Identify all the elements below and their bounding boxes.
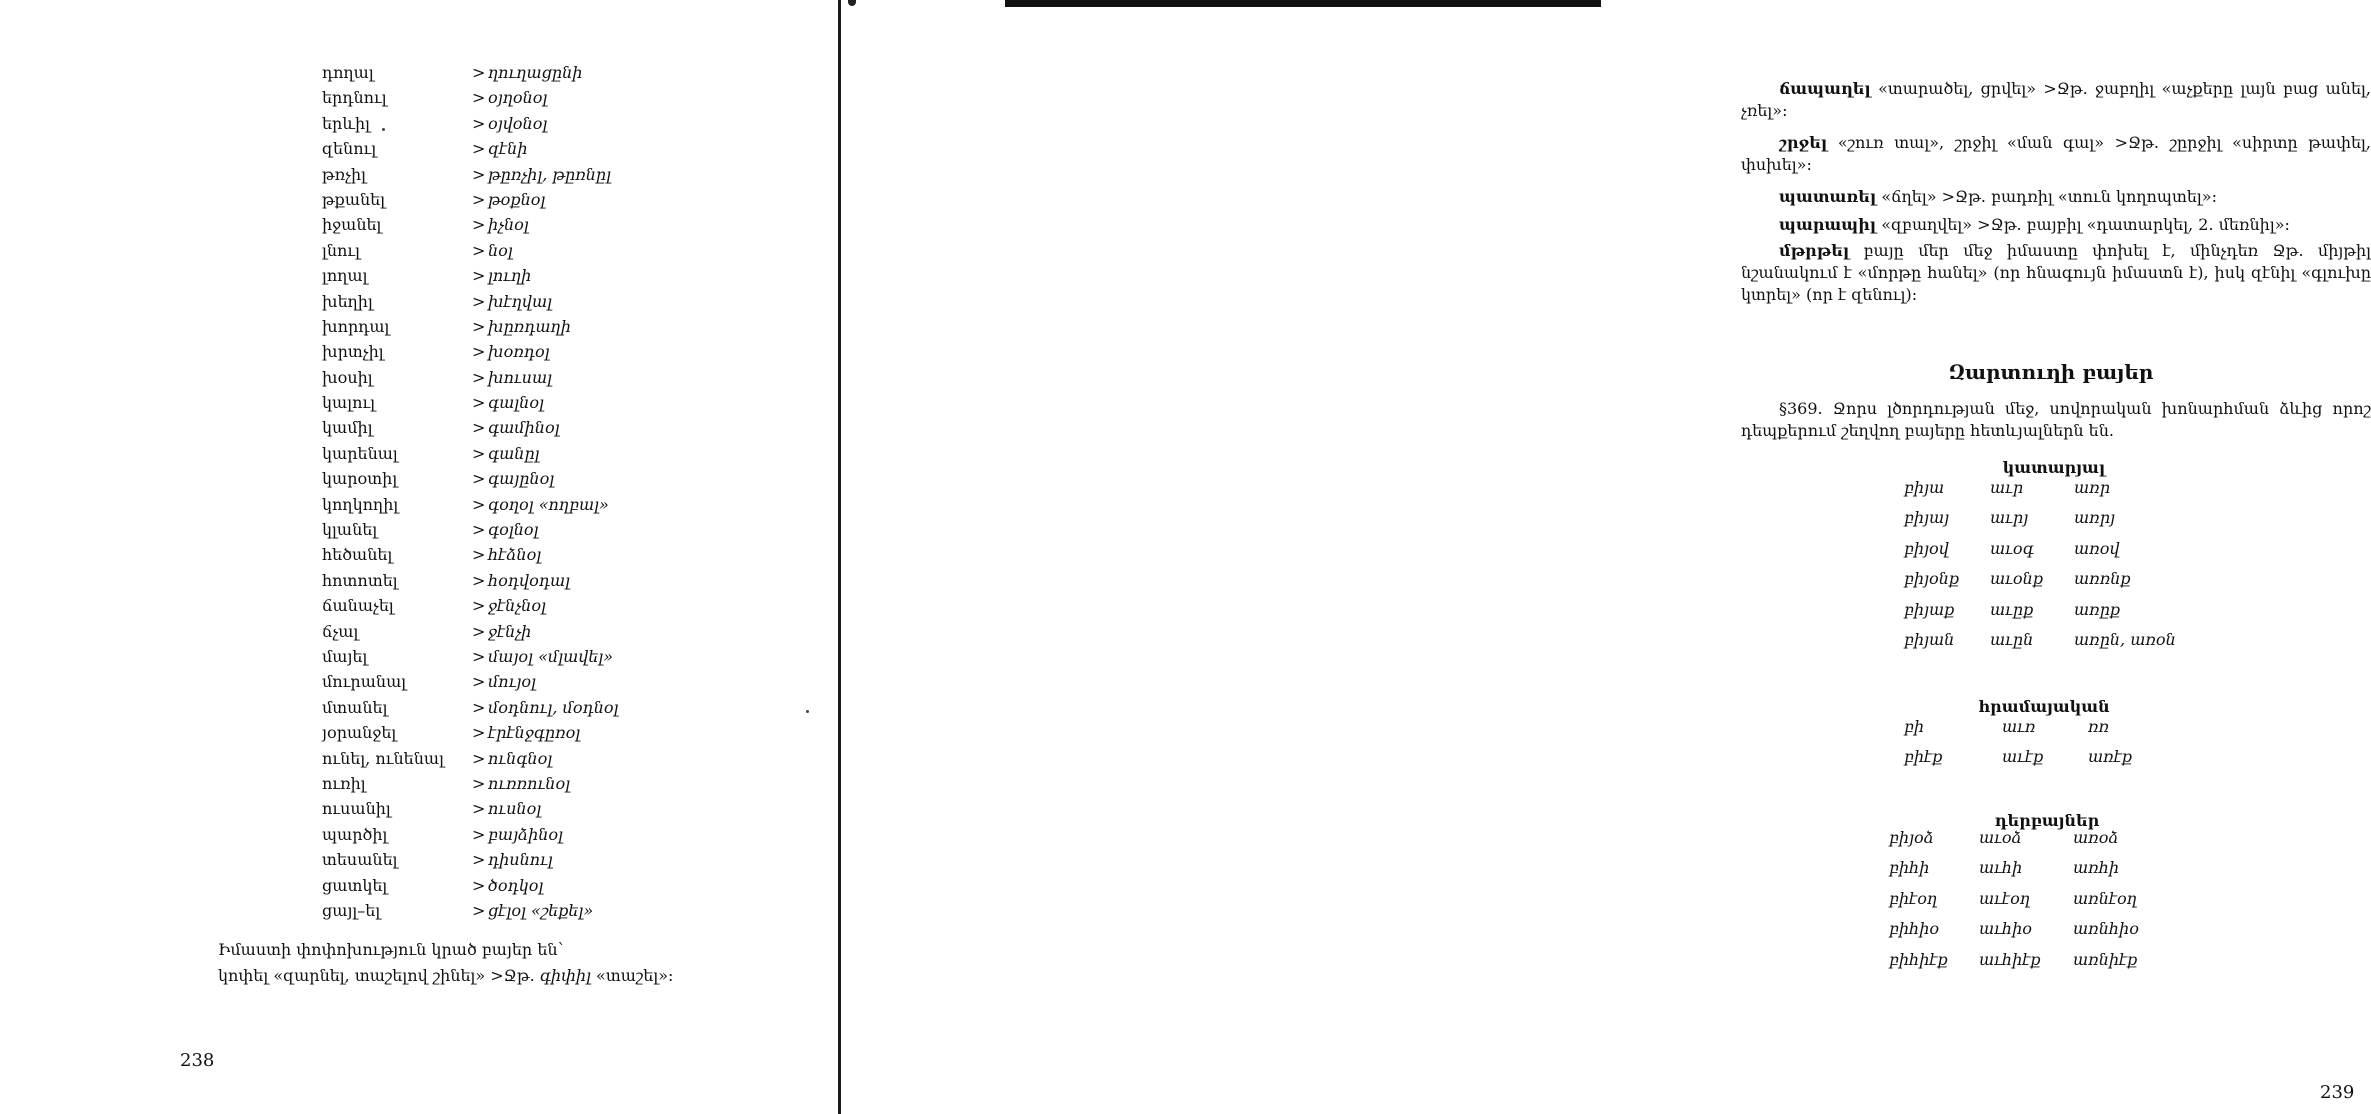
- derivation-arrow: >: [472, 596, 486, 616]
- classical-form: ճանաչել: [322, 596, 394, 616]
- section-paragraph: §369. Ջորս լծորդության մեջ, սովորական խոնարհման ձևից որոշ դեպքերում շեղվող բայերը հետևյալներն են.: [1741, 399, 2371, 440]
- classical-form: յօրանջել: [322, 723, 397, 743]
- form-cell: բիհիէք: [1889, 949, 1948, 969]
- dialect-form: գայընօլ: [488, 469, 555, 489]
- form-cell: աւօձ: [1979, 828, 2022, 847]
- paragraph-text: բայը մեր մեջ իմաստը փոխել է, մինչդեռ Ջթ. միյթիլ նշանակում է «մորթը հանել» (որ հնագույն իմաստն է), իսկ զէնիլ «գլուխը կտրել» (որ է զենուլ):: [1741, 241, 2371, 304]
- classical-form: ցայլ–ել: [322, 900, 381, 920]
- word-list-row: [322, 593, 792, 618]
- page-number-left: 238: [180, 1050, 215, 1071]
- derivation-arrow: >: [472, 850, 486, 870]
- classical-form: ուսանիլ: [322, 799, 391, 819]
- paragraph-text: «զբաղվել» >Ջթ. բայբիլ «դատարկել, 2. մեռնիլ»:: [1881, 215, 2290, 234]
- form-cell: աւհի: [1979, 858, 2023, 878]
- classical-form: խրտչիլ: [322, 342, 384, 362]
- form-cell: աւհիէք: [1979, 949, 2041, 969]
- form-cell: աւրյ: [1990, 508, 2029, 528]
- derivation-arrow: >: [472, 88, 486, 108]
- derivation-arrow: >: [472, 545, 486, 565]
- derivation-arrow: >: [472, 189, 486, 209]
- dialect-form: մույօլ: [488, 672, 536, 692]
- dialect-form: զէնի: [488, 139, 528, 159]
- right-paragraph: [1741, 132, 2371, 176]
- left-paragraph-intro: Իմաստի փոփոխություն կրած բայեր են՝: [218, 940, 564, 959]
- classical-form: երևիլ: [322, 113, 370, 133]
- classical-form: կամիլ: [322, 418, 373, 438]
- table-heading-participles: դերբայներ: [1994, 811, 2100, 830]
- classical-form: խեղիլ: [322, 291, 373, 311]
- derivation-arrow: >: [472, 291, 486, 311]
- word-list-row: [322, 187, 792, 212]
- form-cell: աւօգ: [1990, 538, 2034, 558]
- word-list-row: [322, 619, 792, 644]
- dialect-form: խօռդօլ: [488, 342, 550, 362]
- word-list-row: [322, 314, 792, 339]
- word-list: [322, 60, 792, 923]
- word-list-row: [322, 492, 792, 517]
- word-list-row: [322, 746, 792, 771]
- derivation-arrow: >: [472, 824, 486, 844]
- form-cell: առրյ: [2074, 508, 2115, 528]
- word-list-row: [322, 111, 792, 136]
- derivation-arrow: >: [472, 240, 486, 260]
- form-cell: ռռ: [2088, 717, 2110, 736]
- derivation-arrow: >: [472, 520, 486, 540]
- paragraph-text: «շուռ տալ», շրջիլ «ման գալ» >Ջթ. շըրջիլ «սիրտը թափել, փսխել»:: [1741, 133, 2371, 174]
- classical-form: հեծանել: [322, 545, 393, 565]
- form-cell: բիյա: [1904, 478, 1945, 497]
- left-paragraph-example: [218, 966, 673, 985]
- word-list-row: [322, 542, 792, 567]
- classical-form: մտանել: [322, 697, 388, 717]
- word-list-row: [322, 771, 792, 796]
- derivation-arrow: >: [472, 773, 486, 793]
- word-list-row: [322, 136, 792, 161]
- dialect-form: էրէնջգըռօլ: [488, 723, 581, 743]
- form-cell: բիհի: [1889, 858, 1930, 878]
- dialect-form: գանըլ: [488, 443, 540, 463]
- dialect-form: ծօդկօլ: [488, 875, 544, 895]
- form-cell: բիյաք: [1904, 599, 1955, 619]
- form-cell: բիհիօ: [1889, 919, 1940, 939]
- classical-form: ուռիլ: [322, 773, 366, 793]
- dialect-form: թօքնօլ: [488, 189, 546, 209]
- word-list-row: [322, 238, 792, 263]
- word-list-row: [322, 441, 792, 466]
- derivation-arrow: >: [472, 697, 486, 717]
- derivation-arrow: >: [472, 723, 486, 743]
- paragraph-headword: պարապիլ: [1779, 215, 1877, 234]
- form-cell: առնհիօ: [2073, 919, 2139, 939]
- right-paragraph: [1741, 78, 2371, 122]
- dialect-form: գալնօլ: [488, 393, 544, 413]
- form-cell: առռնք: [2074, 569, 2131, 589]
- word-list-row: [322, 263, 792, 288]
- word-list-row: [322, 898, 792, 923]
- paragraph-text: «ճղել» >Ջթ. բադռիլ «տուն կողոպտել»:: [1881, 187, 2217, 206]
- dialect-form: մօդնուլ, մօդնօլ: [488, 697, 619, 717]
- classical-form: ճչալ: [322, 621, 359, 641]
- form-cell: առէք: [2088, 747, 2133, 767]
- derivation-arrow: >: [472, 418, 486, 438]
- form-cell: առնէօղ: [2073, 888, 2137, 908]
- form-cell: առնիէք: [2073, 949, 2138, 969]
- right-paragraph: [1741, 186, 2371, 208]
- dialect-form: թըռչիլ, թըռնըլ: [488, 164, 611, 184]
- paragraph-headword: շրջել: [1779, 133, 1828, 152]
- word-list-row: [322, 365, 792, 390]
- section-title: Զարտուղի բայեր: [1948, 360, 2154, 384]
- derivation-arrow: >: [472, 570, 486, 590]
- form-cell: բիյան: [1904, 629, 1955, 649]
- table-heading-imperative: հրամայական: [1978, 697, 2110, 716]
- derivation-arrow: >: [472, 443, 486, 463]
- classical-form: հոտոտել: [322, 570, 398, 590]
- derivation-arrow: >: [472, 215, 486, 235]
- form-cell: բիյօվ: [1904, 538, 1949, 558]
- word-list-row: [322, 415, 792, 440]
- paragraph-headword: պատառել: [1779, 187, 1877, 206]
- dialect-form: հէձնօլ: [488, 545, 542, 565]
- classical-form: կլանել: [322, 520, 378, 540]
- form-cell: առհի: [2073, 858, 2120, 878]
- form-cell: առօվ: [2074, 538, 2120, 558]
- derivation-arrow: >: [472, 316, 486, 336]
- derivation-arrow: >: [472, 342, 486, 362]
- word-list-row: [322, 289, 792, 314]
- form-cell: աւէք: [2002, 747, 2044, 767]
- classical-form: ունել, ունենալ: [322, 748, 444, 768]
- classical-form: մայել: [322, 646, 368, 666]
- right-paragraph: [1741, 240, 2371, 306]
- right-paragraph: [1741, 214, 2371, 236]
- form-cell: բիյօձ: [1889, 828, 1934, 847]
- form-cell: բիէօղ: [1889, 888, 1938, 908]
- dialect-form: ջէնչի: [488, 621, 532, 641]
- dialect-form: ցէլօլ «շեքել»: [488, 900, 594, 920]
- classical-form: խորդալ: [322, 316, 390, 336]
- form-cell: աւր: [1990, 478, 2024, 497]
- classical-form: կարենալ: [322, 443, 398, 463]
- paragraph-headword: ճապաղել: [1779, 79, 1871, 98]
- dialect-form: ղուղացընի: [488, 63, 583, 82]
- word-list-row: [322, 822, 792, 847]
- derivation-arrow: >: [472, 646, 486, 666]
- dialect-form: գամինօլ: [488, 418, 560, 438]
- classical-form: ցատկել: [322, 875, 388, 895]
- word-list-row: [322, 669, 792, 694]
- word-list-row: [322, 568, 792, 593]
- form-cell: աւըք: [1990, 599, 2034, 619]
- word-list-row: [322, 720, 792, 745]
- derivation-arrow: >: [472, 63, 486, 82]
- dialect-form: խըռդաղի: [488, 316, 571, 336]
- derivation-arrow: >: [472, 393, 486, 413]
- classical-form: լնուլ: [322, 240, 361, 260]
- classical-form: մուրանալ: [322, 672, 407, 692]
- dialect-form: ունգնօլ: [488, 748, 553, 768]
- classical-form: կալուլ: [322, 393, 376, 413]
- form-cell: աւհիօ: [1979, 919, 2032, 939]
- example-italic: գիփիլ: [539, 966, 591, 985]
- form-cell: աւէօղ: [1979, 888, 2030, 908]
- classical-form: իջանել: [322, 215, 382, 235]
- word-list-row: [322, 390, 792, 415]
- form-cell: բի: [1904, 717, 1925, 736]
- word-list-row: [322, 847, 792, 872]
- derivation-arrow: >: [472, 494, 486, 514]
- word-list-row: [322, 212, 792, 237]
- dialect-form: իչնօլ: [488, 215, 529, 235]
- classical-form: տեսանել: [322, 850, 398, 870]
- page-number-right: 239: [2320, 1082, 2355, 1103]
- derivation-arrow: >: [472, 469, 486, 489]
- classical-form: կողկողիլ: [322, 494, 399, 514]
- form-cell: առօձ: [2073, 828, 2119, 847]
- derivation-arrow: >: [472, 621, 486, 641]
- dialect-form: գօղօլ «ողբալ»: [488, 494, 609, 514]
- word-list-row: [322, 85, 792, 110]
- form-cell: բիյայ: [1904, 508, 1950, 528]
- derivation-arrow: >: [472, 164, 486, 184]
- dialect-form: հօդվօդալ: [488, 570, 571, 590]
- dialect-form: ուռռունօլ: [488, 773, 571, 793]
- classical-form: դողալ: [322, 63, 374, 82]
- right-page: [846, 0, 2371, 1114]
- derivation-arrow: >: [472, 139, 486, 159]
- word-list-row: [322, 162, 792, 187]
- derivation-arrow: >: [472, 748, 486, 768]
- form-cell: առըք: [2074, 599, 2121, 619]
- derivation-arrow: >: [472, 367, 486, 387]
- dialect-form: նօլ: [488, 240, 513, 260]
- form-cell: բիյօնք: [1904, 569, 1960, 589]
- form-cell: առր: [2074, 478, 2110, 497]
- dialect-form: բայձինօլ: [488, 824, 564, 844]
- derivation-arrow: >: [472, 900, 486, 920]
- dialect-form: օյվօնօլ: [488, 113, 548, 133]
- word-list-row: [322, 339, 792, 364]
- word-list-row: [322, 466, 792, 491]
- form-cell: աւըն: [1990, 629, 2034, 649]
- word-list-row: [322, 796, 792, 821]
- derivation-arrow: >: [472, 875, 486, 895]
- classical-form: թքանել: [322, 189, 386, 209]
- word-list-row: [322, 695, 792, 720]
- dialect-form: գօլնօլ: [488, 520, 539, 540]
- left-page: [0, 0, 840, 1114]
- paragraph-text: «տարածել, ցրվել» >Ջթ. ջաբղիլ «աչքերը լայն բաց անել, չռել»:: [1741, 79, 2371, 120]
- classical-form: պարծիլ: [322, 824, 388, 844]
- classical-form: երդնուլ: [322, 88, 387, 108]
- word-list-row: [322, 60, 792, 85]
- word-list-row: [322, 644, 792, 669]
- dialect-form: դիսնուլ: [488, 850, 553, 870]
- dialect-form: լուղի: [488, 266, 532, 286]
- form-cell: աւռ: [2002, 717, 2036, 736]
- dialect-form: ուսնօլ: [488, 799, 542, 819]
- derivation-arrow: >: [472, 799, 486, 819]
- dialect-form: խուսալ: [488, 367, 553, 387]
- classical-form: զենուլ: [322, 139, 377, 159]
- form-cell: աւօնք: [1990, 569, 2044, 589]
- paragraph-headword: մթրթել: [1779, 241, 1850, 260]
- derivation-arrow: >: [472, 113, 486, 133]
- word-list-row: [322, 517, 792, 542]
- dialect-form: խէղվալ: [488, 291, 553, 311]
- table-heading-perfect: կատարյալ: [2002, 458, 2106, 477]
- classical-form: խօսիլ: [322, 367, 373, 387]
- form-cell: առըն, առօն: [2074, 629, 2176, 649]
- example-tail: «տաշել»:: [596, 966, 674, 985]
- classical-form: թռչիլ: [322, 164, 367, 184]
- derivation-arrow: >: [472, 266, 486, 286]
- derivation-arrow: >: [472, 672, 486, 692]
- form-cell: բիէք: [1904, 747, 1943, 767]
- example-lead: կոփել «զարնել, տաշելով շինել» >Ջթ.: [218, 966, 535, 985]
- dialect-form: օյղօնօլ: [488, 88, 548, 108]
- classical-form: լողալ: [322, 266, 368, 286]
- classical-form: կարօտիլ: [322, 469, 398, 489]
- word-list-row: [322, 873, 792, 898]
- dialect-form: ջէնչնօլ: [488, 596, 546, 616]
- dialect-form: մայօլ «մլավել»: [488, 646, 614, 666]
